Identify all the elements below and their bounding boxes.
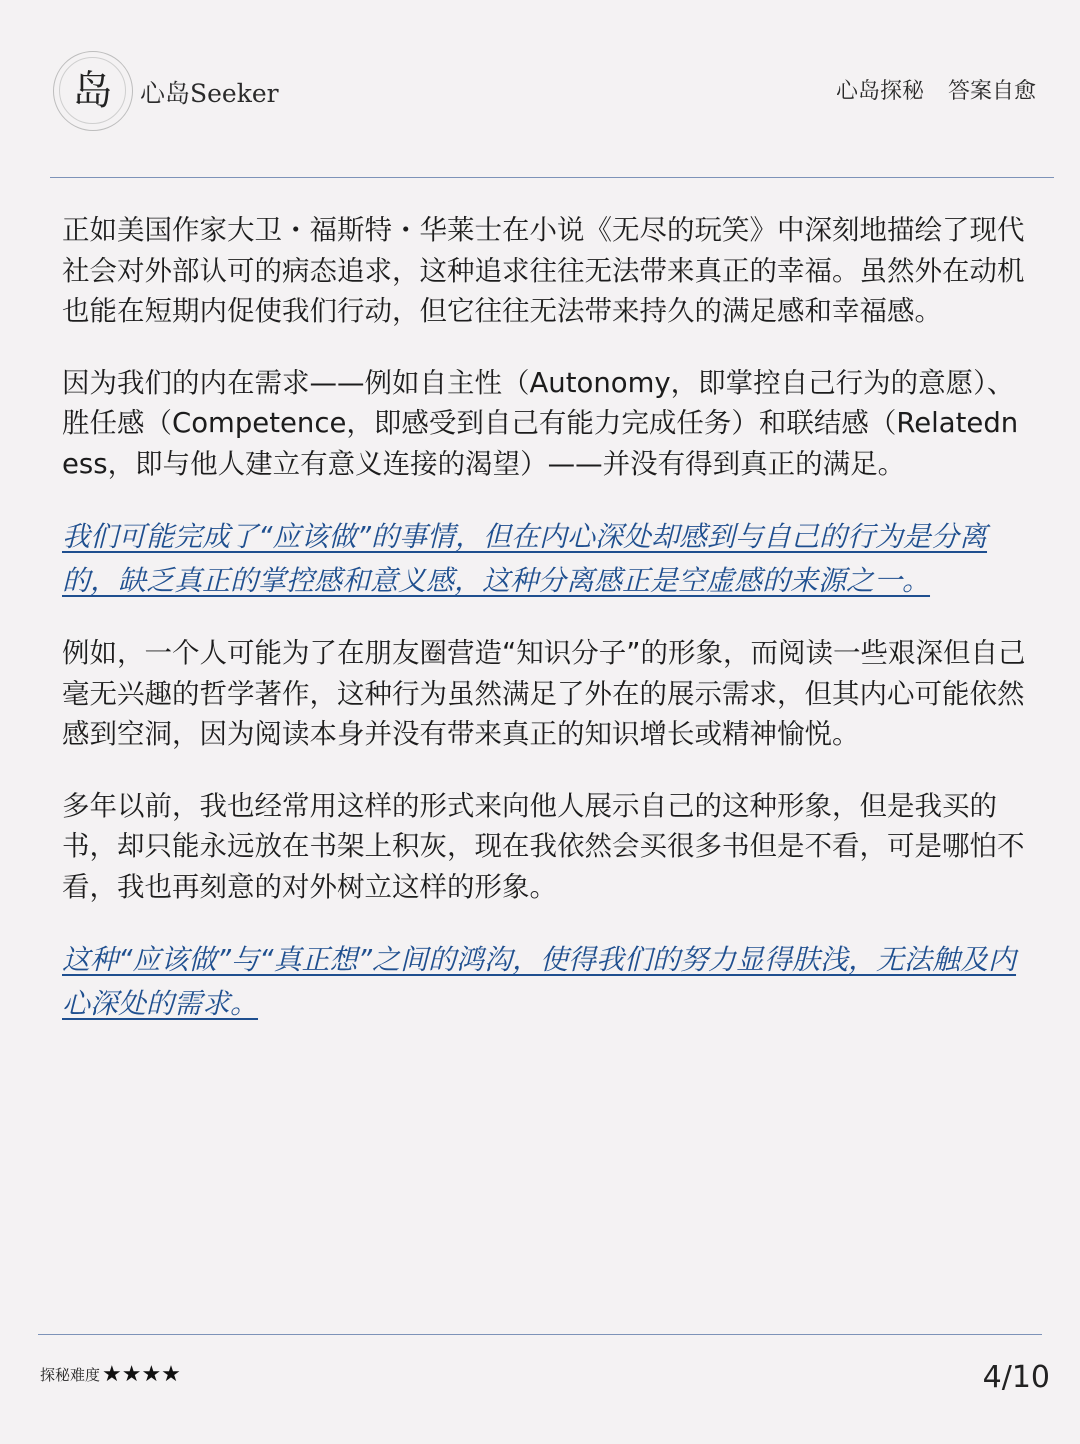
- logo-character: 岛: [72, 67, 113, 114]
- paragraph-3: 例如，一个人可能为了在朋友圈营造“知识分子”的形象，而阅读一些艰深但自己毫无兴趣的哲学著作，这种行为虽然满足了外在的展示需求，但其内心可能依然感到空洞，因为阅读本身并没有带来真正的知识增长或精神愉悦。: [62, 637, 1026, 750]
- highlight-quote-1: 我们可能完成了“应该做”的事情，但在内心深处却感到与自己的行为是分离的，缺乏真正的掌控感和意义感，这种分离感正是空虚感的来源之一。: [62, 520, 988, 597]
- top-divider: [50, 177, 1054, 178]
- article-body: [62, 210, 1027, 1056]
- star-rating-icons: ★★★★: [102, 1362, 181, 1387]
- paragraph-2: 因为我们的内在需求——例如自主性（Autonomy，即掌控自己行为的意愿）、胜任感（Competence，即感受到自己有能力完成任务）和联结感（Relatedness，即与他人建立有意义连接的渴望）——并没有得到真正的满足。: [62, 366, 1019, 480]
- bottom-divider: [38, 1334, 1042, 1335]
- brand-name: 心岛Seeker: [140, 79, 279, 108]
- paragraph-1: 正如美国作家大卫・福斯特・华莱士在小说《无尽的玩笑》中深刻地描绘了现代社会对外部认可的病态追求，这种追求往往无法带来真正的幸福。虽然外在动机也能在短期内促使我们行动，但它往往无法带来持久的满足感和幸福感。: [62, 214, 1025, 327]
- header: [0, 0, 1080, 178]
- nav-item-answers[interactable]: 答案自愈: [947, 79, 1036, 104]
- logo: [53, 51, 133, 131]
- nav-item-explore[interactable]: 心岛探秘: [835, 79, 924, 104]
- difficulty-label: 探秘难度: [40, 1366, 101, 1384]
- paragraph-4: 多年以前，我也经常用这样的形式来向他人展示自己的这种形象，但是我买的书，却只能永远放在书架上积灰，现在我依然会买很多书但是不看，可是哪怕不看，我也再刻意的对外树立这样的形象。: [62, 789, 1025, 903]
- highlight-quote-2: 这种“应该做”与“真正想”之间的鸿沟，使得我们的努力显得肤浅，无法触及内心深处的需求。: [62, 943, 1017, 1020]
- logo-inner-ring: [59, 57, 126, 124]
- page-indicator: 4/10: [982, 1360, 1050, 1395]
- difficulty-rating: [40, 1362, 181, 1387]
- header-nav: [836, 74, 1036, 105]
